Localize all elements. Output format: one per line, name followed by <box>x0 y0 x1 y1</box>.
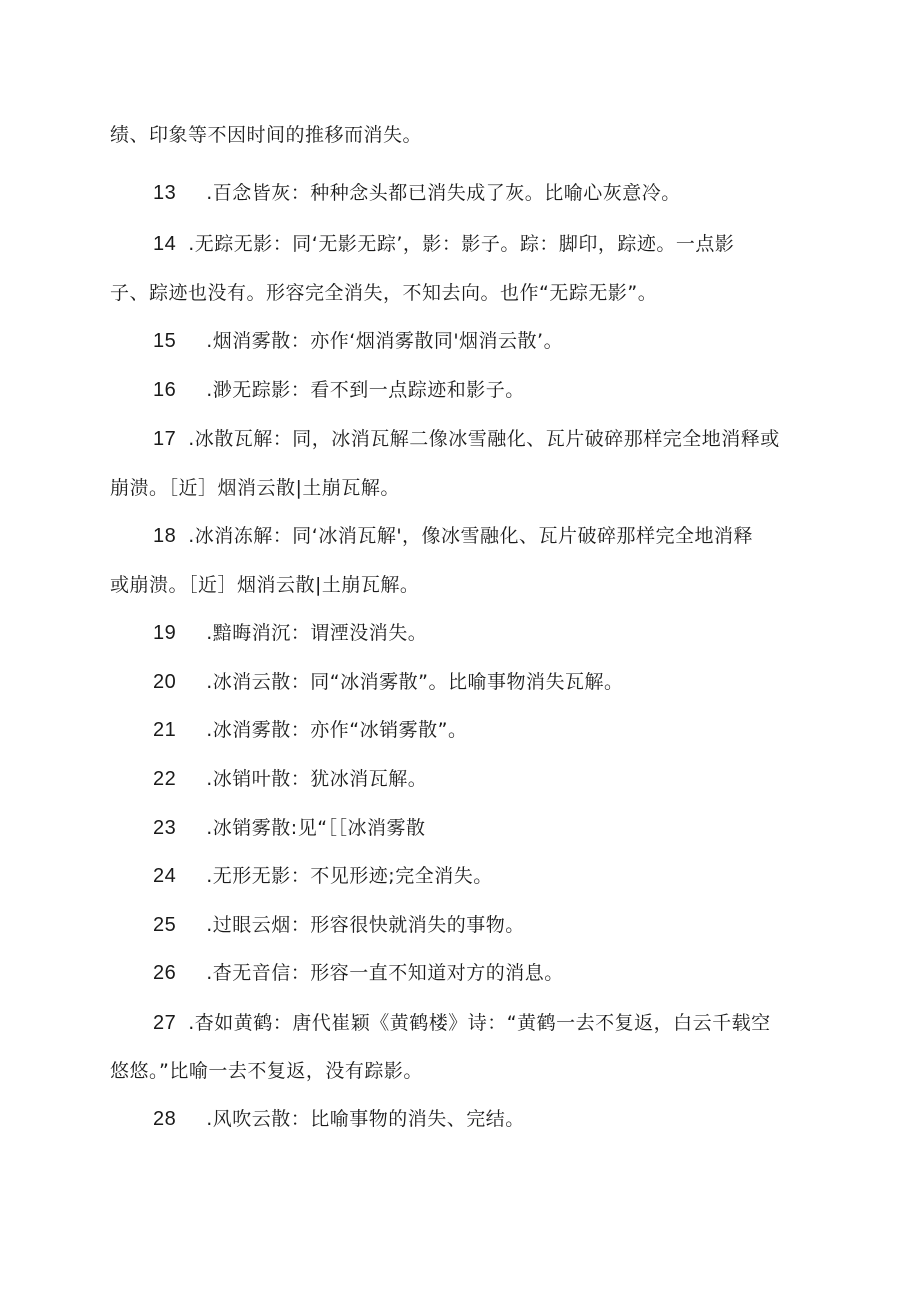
item-number: 28 <box>153 1108 177 1130</box>
item-dot: . <box>206 865 213 887</box>
list-item-22 <box>153 766 427 792</box>
list-item-20 <box>153 669 624 695</box>
item-number: 16 <box>153 379 177 401</box>
list-item-19 <box>153 620 427 646</box>
item-text: 无踪无影：同‘无影无踪’，影：影子。踪：脚印，踪迹。一点影 <box>194 233 735 255</box>
list-item-26 <box>153 960 564 986</box>
text-line-continuation <box>110 122 422 148</box>
item-text: 无形无影：不见形迹;完全消失。 <box>212 865 493 887</box>
list-item-15 <box>153 328 563 354</box>
item-dot: . <box>206 622 213 644</box>
item-text: 冰散瓦解：同，冰消瓦解二像冰雪融化、瓦片破碎那样完全地消释或 <box>194 428 780 450</box>
list-item-16 <box>153 377 525 403</box>
item-number: 21 <box>153 719 177 741</box>
item-number: 14 <box>153 233 177 255</box>
line-text: 子、踪迹也没有。形容完全消失，不知去向。也作“无踪无影”。 <box>110 282 658 304</box>
item-dot: . <box>188 233 195 255</box>
item-text: 黯晦消沉：谓湮没消失。 <box>212 622 428 644</box>
item-text: 风吹云散：比喻事物的消失、完结。 <box>212 1108 525 1130</box>
item-text: 冰消云散：同“冰消雾散”。比喻事物消失瓦解。 <box>212 671 624 693</box>
item-text: 杳无音信：形容一直不知道对方的消息。 <box>212 962 564 984</box>
item-dot: . <box>206 671 213 693</box>
item-number: 13 <box>153 182 177 204</box>
item-dot: . <box>206 817 213 839</box>
item-dot: . <box>206 379 213 401</box>
list-item-23 <box>153 815 426 841</box>
text-line-continuation <box>110 1058 423 1084</box>
item-number: 23 <box>153 817 177 839</box>
item-number: 20 <box>153 671 177 693</box>
item-text: 百念皆灰：种种念头都已消失成了灰。比喻心灰意冷。 <box>212 182 681 204</box>
item-number: 27 <box>153 1012 177 1034</box>
item-dot: . <box>188 525 195 547</box>
list-item-18 <box>153 523 753 549</box>
text-line-continuation <box>110 572 419 598</box>
list-item-28 <box>153 1106 525 1132</box>
item-number: 24 <box>153 865 177 887</box>
item-number: 22 <box>153 768 177 790</box>
item-text: 冰消冻解：同‘冰消瓦解'，像冰雪融化、瓦片破碎那样完全地消释 <box>194 525 754 547</box>
item-text: 过眼云烟：形容很快就消失的事物。 <box>212 914 525 936</box>
item-text: 冰销雾散:见“［［冰消雾散 <box>212 817 426 839</box>
item-dot: . <box>206 1108 213 1130</box>
list-item-25 <box>153 912 525 938</box>
item-dot: . <box>206 768 213 790</box>
item-dot: . <box>206 914 213 936</box>
line-text: 绩、印象等不因时间的推移而消失。 <box>110 124 423 146</box>
text-line-continuation <box>110 280 657 306</box>
line-text: 崩溃。［近］烟消云散|土崩瓦解。 <box>110 477 400 499</box>
item-dot: . <box>206 182 213 204</box>
item-text: 渺无踪影：看不到一点踪迹和影子。 <box>212 379 525 401</box>
item-number: 18 <box>153 525 177 547</box>
item-dot: . <box>188 428 195 450</box>
line-text: 或崩溃。［近］烟消云散|土崩瓦解。 <box>110 574 420 596</box>
item-number: 26 <box>153 962 177 984</box>
text-line-continuation <box>110 475 400 501</box>
item-number: 17 <box>153 428 177 450</box>
list-item-27 <box>153 1010 771 1036</box>
item-number: 25 <box>153 914 177 936</box>
list-item-14 <box>153 231 734 257</box>
line-text: 悠悠。”比喻一去不复返，没有踪影。 <box>110 1060 423 1082</box>
item-text: 冰销叶散：犹冰消瓦解。 <box>212 768 428 790</box>
item-number: 19 <box>153 622 177 644</box>
item-text: 烟消雾散：亦作‘烟消雾散同'烟消云散’。 <box>212 330 564 352</box>
item-dot: . <box>206 719 213 741</box>
list-item-21 <box>153 717 467 743</box>
item-dot: . <box>206 330 213 352</box>
item-dot: . <box>188 1012 195 1034</box>
item-text: 杳如黄鹤：唐代崔颖《黄鹤楼》诗：“黄鹤一去不复返，白云千载空 <box>194 1012 771 1034</box>
list-item-13 <box>153 180 681 206</box>
list-item-17 <box>153 426 780 452</box>
item-dot: . <box>206 962 213 984</box>
list-item-24 <box>153 863 493 889</box>
item-text: 冰消雾散：亦作“冰销雾散”。 <box>212 719 468 741</box>
item-number: 15 <box>153 330 177 352</box>
